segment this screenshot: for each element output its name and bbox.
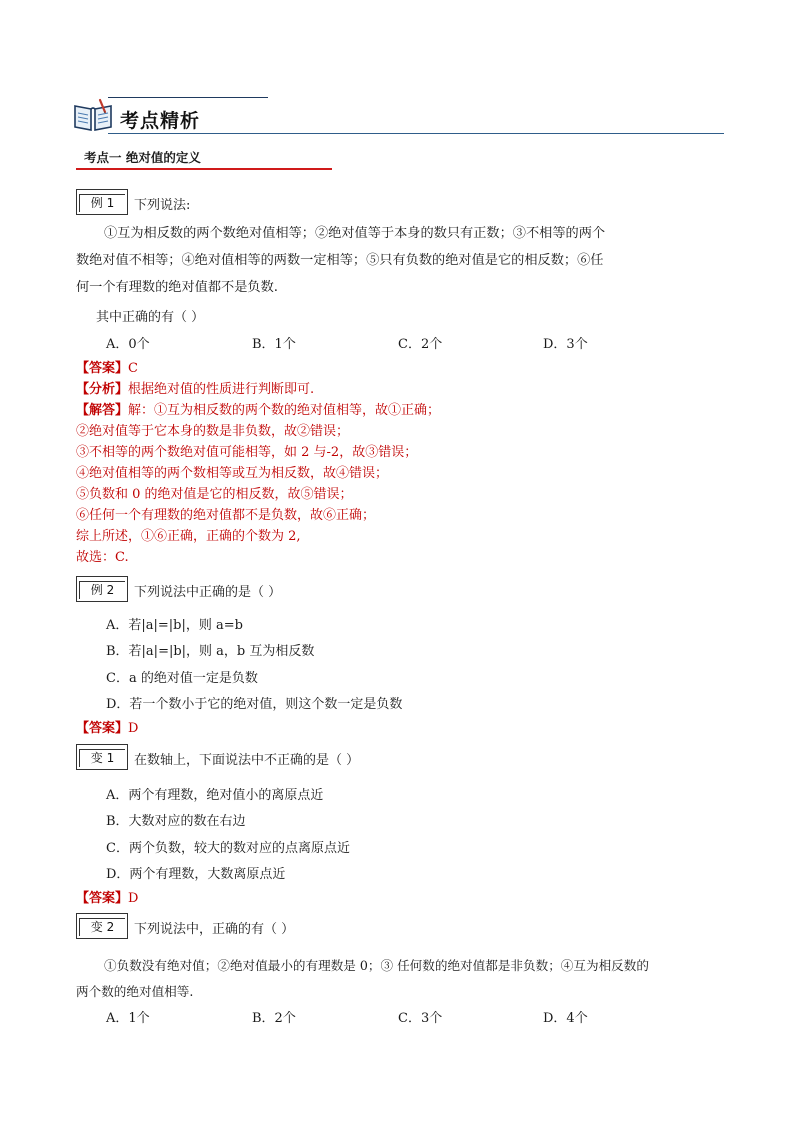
variant-2-question: 下列说法中，正确的有（ ） [134, 922, 295, 937]
variant-1-option-c: C．两个负数，较大的数对应的点离原点近 [106, 841, 350, 856]
variant-2-option-d: D．4个 [543, 1011, 588, 1026]
example-1-label: 例 1 [79, 194, 125, 212]
example-2-option-a: A．若|a|=|b|，则 a=b [106, 618, 243, 633]
example-1-option-b: B．1个 [252, 337, 296, 352]
solution-line: ②绝对值等于它本身的数是非负数，故②错误； [76, 424, 350, 439]
example-2-answer [76, 717, 138, 736]
variant-1-option-a: A．两个有理数，绝对值小的离原点近 [106, 788, 324, 803]
open-book-icon [72, 98, 114, 132]
solution-line: ③不相等的两个数绝对值可能相等，如 2 与-2，故③错误； [76, 445, 418, 460]
example-2-option-b: B．若|a|=|b|，则 a，b 互为相反数 [106, 644, 315, 659]
example-1-option-d: D．3个 [543, 337, 588, 352]
example-2-option-d: D．若一个数小于它的绝对值，则这个数一定是负数 [106, 697, 403, 712]
example-1-line-2: 数绝对值不相等；④绝对值相等的两数一定相等；⑤只有负数的绝对值是它的相反数；⑥任 [76, 253, 604, 268]
example-1-line-1: ①互为相反数的两个数绝对值相等；②绝对值等于本身的数只有正数；③不相等的两个 [104, 226, 606, 241]
example-1-line-3: 何一个有理数的绝对值都不是负数. [76, 280, 279, 295]
variant-2-label: 变 2 [79, 918, 125, 936]
analysis-label: 【分析】 [76, 382, 129, 397]
variant-2-option-b: B．2个 [252, 1011, 296, 1026]
section-header [72, 96, 724, 138]
solution-line: 解：①互为相反数的两个数的绝对值相等，故①正确； [128, 403, 441, 418]
solution-line: 故选：C. [76, 550, 129, 565]
answer-label: 【答案】 [76, 721, 129, 736]
example-1-analysis [76, 378, 314, 397]
solution-label: 【解答】 [76, 403, 129, 418]
variant-1-option-d: D．两个有理数，大数离原点近 [106, 867, 286, 882]
answer-label: 【答案】 [76, 891, 129, 906]
solution-line: ⑤负数和 0 的绝对值是它的相反数，故⑤错误； [76, 487, 353, 502]
solution-line: 综上所述，①⑥正确，正确的个数为 2, [76, 529, 301, 544]
solution-line: ⑥任何一个有理数的绝对值都不是负数，故⑥正确； [76, 508, 376, 523]
section-title: 考点精析 [120, 110, 201, 132]
example-1-question: 下列说法: [134, 198, 191, 213]
subsection-underline [76, 168, 332, 170]
variant-1-option-b: B．大数对应的数在右边 [106, 814, 246, 829]
variant-2-option-a: A．1个 [106, 1011, 150, 1026]
example-2-question: 下列说法中正确的是（ ） [134, 585, 282, 600]
example-1-option-a: A．0个 [106, 337, 150, 352]
answer-value: C [128, 361, 138, 376]
solution-line: ④绝对值相等的两个数相等或互为相反数，故④错误； [76, 466, 389, 481]
answer-value: D [128, 721, 139, 736]
variant-1-answer [76, 887, 138, 906]
variant-2-line-2: 两个数的绝对值相等. [76, 984, 194, 999]
analysis-text: 根据绝对值的性质进行判断即可. [128, 382, 315, 397]
example-1-prompt: 其中正确的有（ ） [96, 310, 205, 325]
variant-1-question: 在数轴上，下面说法中不正确的是（ ） [134, 753, 360, 768]
example-1-solution [76, 399, 440, 418]
variant-2-line-1: ①负数没有绝对值；②绝对值最小的有理数是 0；③ 任何数的绝对值都是非负数；④互为相反数的 [104, 958, 649, 973]
variant-2-option-c: C．3个 [398, 1011, 443, 1026]
example-2-option-c: C．a 的绝对值一定是负数 [106, 671, 258, 686]
header-bottom-rule [108, 133, 724, 134]
subsection-title: 考点一 绝对值的定义 [84, 150, 201, 165]
example-2-label: 例 2 [79, 581, 125, 599]
answer-label: 【答案】 [76, 361, 129, 376]
example-1-option-c: C．2个 [398, 337, 443, 352]
variant-1-label: 变 1 [79, 749, 125, 767]
answer-value: D [128, 891, 139, 906]
example-1-answer [76, 357, 138, 376]
header-top-rule [108, 97, 268, 98]
